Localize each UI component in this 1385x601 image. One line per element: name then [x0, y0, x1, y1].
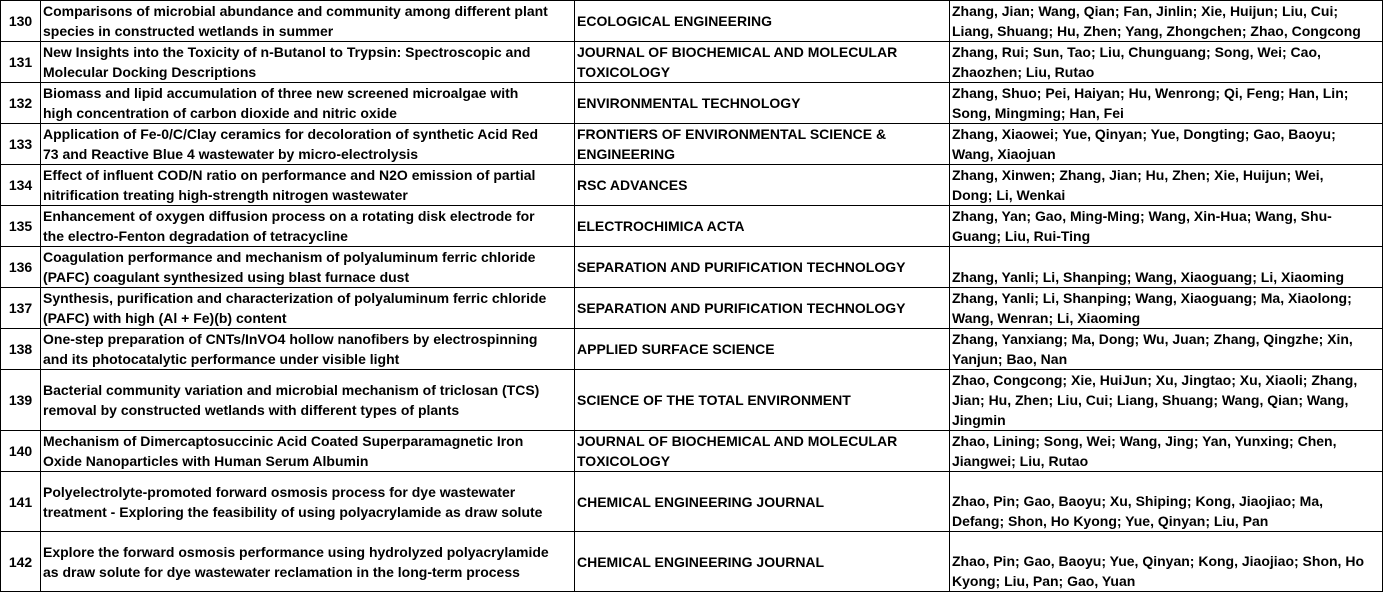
- row-number-cell[interactable]: 138: [1, 329, 41, 370]
- authors-cell[interactable]: [950, 288, 1383, 329]
- journal-line: SCIENCE OF THE TOTAL ENVIRONMENT: [577, 392, 851, 408]
- title-cell[interactable]: [41, 472, 575, 532]
- title-line: (PAFC) coagulant synthesized using blast furnace dust: [43, 269, 410, 285]
- authors-line: Zhang, Shuo; Pei, Haiyan; Hu, Wenrong; Qi, Feng; Han, Lin;: [952, 85, 1349, 101]
- table-row: [1, 247, 1383, 288]
- title-cell[interactable]: [41, 532, 575, 592]
- journal-line: ENGINEERING: [577, 146, 676, 162]
- authors-line: Dong; Li, Wenkai: [952, 187, 1066, 203]
- authors-line: Zhao, Lining; Song, Wei; Wang, Jing; Yan, Yunxing; Chen,: [952, 433, 1337, 449]
- authors-line: Zhang, Yan; Gao, Ming-Ming; Wang, Xin-Hua; Wang, Shu-: [952, 208, 1332, 224]
- row-number-cell[interactable]: 131: [1, 42, 41, 83]
- title-line: treatment - Exploring the feasibility of using polyacrylamide as draw solute: [43, 503, 543, 520]
- title-cell[interactable]: [41, 370, 575, 431]
- journal-line: JOURNAL OF BIOCHEMICAL AND MOLECULAR: [577, 433, 898, 449]
- title-cell[interactable]: [41, 247, 575, 288]
- table-row: [1, 329, 1383, 370]
- authors-line: Guang; Liu, Rui-Ting: [952, 228, 1091, 244]
- authors-line: Zhao, Pin; Gao, Baoyu; Xu, Shiping; Kong, Jiaojiao; Ma,: [952, 493, 1324, 509]
- row-number-cell[interactable]: 140: [1, 431, 41, 472]
- row-number-cell[interactable]: 139: [1, 370, 41, 431]
- journal-line: APPLIED SURFACE SCIENCE: [577, 341, 775, 357]
- authors-line: Zhaozhen; Liu, Rutao: [952, 64, 1095, 80]
- authors-cell[interactable]: [950, 472, 1383, 532]
- row-number-cell[interactable]: 141: [1, 472, 41, 532]
- journal-line: SEPARATION AND PURIFICATION TECHNOLOGY: [577, 300, 906, 316]
- title-line: and its photocatalytic performance under visible light: [43, 351, 400, 367]
- title-cell[interactable]: [41, 83, 575, 124]
- title-line: Application of Fe-0/C/Clay ceramics for decoloration of synthetic Acid Red: [43, 126, 539, 142]
- title-cell[interactable]: [41, 288, 575, 329]
- authors-line: Zhang, Yanli; Li, Shanping; Wang, Xiaoguang; Ma, Xiaolong;: [952, 290, 1352, 306]
- row-number-cell[interactable]: 132: [1, 83, 41, 124]
- row-number-cell[interactable]: 142: [1, 532, 41, 592]
- table-row: [1, 288, 1383, 329]
- row-number-cell[interactable]: 134: [1, 165, 41, 206]
- journal-line: RSC ADVANCES: [577, 177, 688, 193]
- row-number-cell[interactable]: 133: [1, 124, 41, 165]
- table-row: [1, 124, 1383, 165]
- row-number-cell[interactable]: 130: [1, 1, 41, 42]
- authors-line: Zhang, Yanli; Li, Shanping; Wang, Xiaoguang; Li, Xiaoming: [952, 269, 1344, 285]
- table-row: [1, 42, 1383, 83]
- authors-line: Jian; Hu, Zhen; Liu, Cui; Liang, Shuang; Wang, Qian; Wang,: [952, 392, 1349, 408]
- journal-line: FRONTIERS OF ENVIRONMENTAL SCIENCE &: [577, 126, 887, 142]
- title-line: high concentration of carbon dioxide and nitric oxide: [43, 105, 397, 121]
- journal-line: CHEMICAL ENGINEERING JOURNAL: [577, 553, 825, 570]
- table-row: [1, 83, 1383, 124]
- row-number-cell[interactable]: 136: [1, 247, 41, 288]
- authors-cell[interactable]: [950, 206, 1383, 247]
- row-number-cell[interactable]: 135: [1, 206, 41, 247]
- title-line: Biomass and lipid accumulation of three new screened microalgae with: [43, 85, 519, 101]
- title-line: Explore the forward osmosis performance using hydrolyzed polyacrylamide: [43, 543, 549, 560]
- authors-line: Liang, Shuang; Hu, Zhen; Yang, Zhongchen; Zhao, Congcong: [952, 23, 1361, 39]
- authors-cell[interactable]: [950, 532, 1383, 592]
- authors-line: Zhang, Xinwen; Zhang, Jian; Hu, Zhen; Xie, Huijun; Wei,: [952, 167, 1324, 183]
- authors-line: Wang, Xiaojuan: [952, 146, 1056, 162]
- title-line: Bacterial community variation and microbial mechanism of triclosan (TCS): [43, 382, 540, 398]
- journal-cell[interactable]: [575, 165, 950, 206]
- table-row: [1, 370, 1383, 431]
- table-row: [1, 165, 1383, 206]
- authors-line: Wang, Wenran; Li, Xiaoming: [952, 310, 1141, 326]
- authors-line: Kyong; Liu, Pan; Gao, Yuan: [952, 573, 1136, 589]
- title-line: the electro-Fenton degradation of tetracycline: [43, 228, 348, 244]
- journal-cell[interactable]: [575, 83, 950, 124]
- authors-line: Jiangwei; Liu, Rutao: [952, 453, 1089, 469]
- table-row: [1, 206, 1383, 247]
- authors-cell[interactable]: [950, 83, 1383, 124]
- authors-line: Yanjun; Bao, Nan: [952, 351, 1068, 367]
- journal-cell[interactable]: [575, 1, 950, 42]
- journal-line: JOURNAL OF BIOCHEMICAL AND MOLECULAR: [577, 44, 898, 60]
- journal-line: TOXICOLOGY: [577, 453, 671, 469]
- table-row: [1, 1, 1383, 42]
- title-line: One-step preparation of CNTs/InVO4 hollow nanofibers by electrospinning: [43, 331, 538, 347]
- journal-cell[interactable]: [575, 288, 950, 329]
- authors-cell[interactable]: [950, 431, 1383, 472]
- authors-cell[interactable]: [950, 247, 1383, 288]
- authors-line: Zhao, Congcong; Xie, HuiJun; Xu, Jingtao; Xu, Xiaoli; Zhang,: [952, 372, 1358, 388]
- journal-line: ECOLOGICAL ENGINEERING: [577, 13, 772, 29]
- title-cell[interactable]: [41, 42, 575, 83]
- title-line: Molecular Docking Descriptions: [43, 64, 257, 80]
- journal-cell[interactable]: [575, 206, 950, 247]
- title-line: 73 and Reactive Blue 4 wastewater by micro-electrolysis: [43, 146, 419, 162]
- journal-line: ENVIRONMENTAL TECHNOLOGY: [577, 95, 801, 111]
- table-body: [1, 1, 1383, 592]
- journal-line: TOXICOLOGY: [577, 64, 671, 80]
- title-line: Oxide Nanoparticles with Human Serum Albumin: [43, 453, 369, 469]
- title-line: Comparisons of microbial abundance and community among different plant: [43, 3, 548, 19]
- journal-line: SEPARATION AND PURIFICATION TECHNOLOGY: [577, 259, 906, 275]
- title-cell[interactable]: [41, 329, 575, 370]
- journal-cell[interactable]: [575, 329, 950, 370]
- authors-line: Zhang, Xiaowei; Yue, Qinyan; Yue, Dongting; Gao, Baoyu;: [952, 126, 1336, 142]
- title-line: Coagulation performance and mechanism of polyaluminum ferric chloride: [43, 249, 536, 265]
- journal-cell[interactable]: [575, 42, 950, 83]
- table-row: [1, 472, 1383, 532]
- table-row: [1, 532, 1383, 592]
- authors-cell[interactable]: [950, 124, 1383, 165]
- title-line: as draw solute for dye wastewater reclamation in the long-term process: [43, 563, 520, 580]
- authors-line: Zhang, Rui; Sun, Tao; Liu, Chunguang; Song, Wei; Cao,: [952, 44, 1321, 60]
- title-line: Synthesis, purification and characterization of polyaluminum ferric chloride: [43, 290, 547, 306]
- authors-line: Zhao, Pin; Gao, Baoyu; Yue, Qinyan; Kong, Jiaojiao; Shon, Ho: [952, 553, 1364, 569]
- title-line: Effect of influent COD/N ratio on performance and N2O emission of partial: [43, 167, 536, 183]
- journal-line: CHEMICAL ENGINEERING JOURNAL: [577, 493, 825, 510]
- title-cell[interactable]: [41, 206, 575, 247]
- journal-line: ELECTROCHIMICA ACTA: [577, 218, 745, 234]
- journal-cell[interactable]: [575, 247, 950, 288]
- journal-cell[interactable]: [575, 472, 950, 532]
- journal-cell[interactable]: [575, 532, 950, 592]
- authors-cell[interactable]: [950, 42, 1383, 83]
- authors-line: Defang; Shon, Ho Kyong; Yue, Qinyan; Liu, Pan: [952, 513, 1269, 529]
- title-line: nitrification treating high-strength nitrogen wastewater: [43, 187, 408, 203]
- title-line: (PAFC) with high (Al + Fe)(b) content: [43, 310, 287, 326]
- title-line: removal by constructed wetlands with different types of plants: [43, 402, 460, 418]
- title-cell[interactable]: [41, 431, 575, 472]
- authors-cell[interactable]: [950, 329, 1383, 370]
- row-number-cell[interactable]: 137: [1, 288, 41, 329]
- journal-cell[interactable]: [575, 370, 950, 431]
- journal-cell[interactable]: [575, 124, 950, 165]
- authors-line: Zhang, Yanxiang; Ma, Dong; Wu, Juan; Zhang, Qingzhe; Xin,: [952, 331, 1353, 347]
- title-line: New Insights into the Toxicity of n-Butanol to Trypsin: Spectroscopic and: [43, 44, 531, 60]
- title-cell[interactable]: [41, 124, 575, 165]
- authors-cell[interactable]: [950, 1, 1383, 42]
- title-cell[interactable]: [41, 1, 575, 42]
- journal-cell[interactable]: [575, 431, 950, 472]
- authors-line: Jingmin: [952, 412, 1006, 428]
- title-line: Mechanism of Dimercaptosuccinic Acid Coated Superparamagnetic Iron: [43, 433, 524, 449]
- authors-cell[interactable]: [950, 165, 1383, 206]
- table-row: [1, 431, 1383, 472]
- authors-cell[interactable]: [950, 370, 1383, 431]
- title-line: species in constructed wetlands in summer: [43, 23, 334, 39]
- authors-line: Zhang, Jian; Wang, Qian; Fan, Jinlin; Xie, Huijun; Liu, Cui;: [952, 3, 1339, 19]
- title-line: Enhancement of oxygen diffusion process on a rotating disk electrode for: [43, 208, 535, 224]
- title-cell[interactable]: [41, 165, 575, 206]
- title-line: Polyelectrolyte-promoted forward osmosis process for dye wastewater: [43, 483, 516, 500]
- authors-line: Song, Mingming; Han, Fei: [952, 105, 1124, 121]
